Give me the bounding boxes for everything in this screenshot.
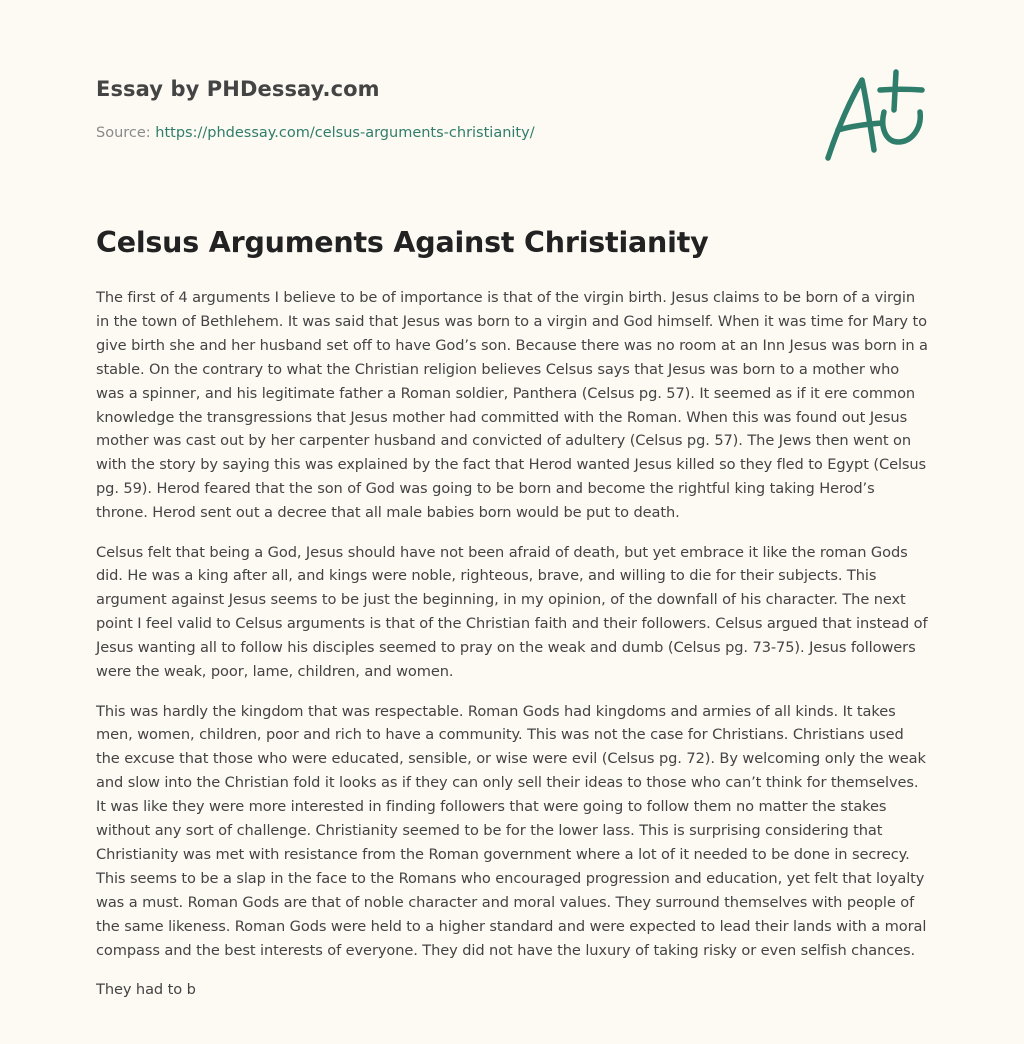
essay-paragraph: The first of 4 arguments I believe to be of importance is that of the virgin birth. Jesus claims to be born of a virgin in the town of Bethlehem. It was said that Jesus was born to a virgin and God himself. When it was time for Mary to give birth she and her husband set off to have God’s son. Because there was no room at an Inn Jesus was born in a stable. On the contrary to what the Christian religion believes Celsus says that Jesus was born to a mother who was a spinner, and his legitimate father a Roman soldier, Panthera (Celsus pg. 57). It seemed as if it ere common knowledge the transgressions that Jesus mother had committed with the Roman. When this was found out Jesus mother was cast out by her carpenter husband and convicted of adultery (Celsus pg. 57). The Jews then went on with the story by saying this was explained by the fact that Herod wanted Jesus killed so they fled to Egypt (Celsus pg. 59). Herod feared that the son of God was going to be born and become the rightful king taking Herod’s throne. Herod sent out a decree that all male babies born would be put to death. <box>96 289 928 522</box>
source-link[interactable]: https://phdessay.com/celsus-arguments-christianity/ <box>155 125 535 141</box>
source-label: Source: <box>96 125 151 141</box>
essay-paragraph: They had to b <box>96 980 196 998</box>
essay-paragraph: This was hardly the kingdom that was respectable. Roman Gods had kingdoms and armies of all kinds. It takes men, women, children, poor and rich to have a community. This was not the case for Christians. Christians used the excuse that those who were educated, sensible, or wise were evil (Celsus pg. 72). By welcoming only the weak and slow into the Christian fold it looks as if they can only sell their ideas to those who can’t think for themselves. It was like they were more interested in finding followers that were going to follow them no matter the stakes without any sort of challenge. Christianity seemed to be for the lower lass. This is surprising considering that Christianity was met with resistance from the Roman government where a lot of it needed to be done in secrecy. This seems to be a slap in the face to the Romans who encouraged progression and education, yet felt that loyalty was a must. Roman Gods are that of noble character and moral values. They surround themselves with people of the same likeness. Roman Gods were held to a higher standard and were expected to lead their lands with a moral compass and the best interests of everyone. They did not have the luxury of taking risky or even selfish chances. <box>96 702 927 959</box>
a-plus-grade-icon <box>822 68 928 166</box>
essay-body <box>96 286 930 1017</box>
source-line <box>96 125 535 141</box>
essay-paragraph: Celsus felt that being a God, Jesus should have not been afraid of death, but yet embrace it like the roman Gods did. He was a king after all, and kings were noble, righteous, brave, and willing to die for their subjects. This argument against Jesus seems to be just the beginning, in my opinion, of the downfall of his character. The next point I feel valid to Celsus arguments is that of the Christian faith and their followers. Celsus argued that instead of Jesus wanting all to follow his disciples seemed to pray on the weak and dumb (Celsus pg. 73-75). Jesus followers were the weak, poor, lame, children, and women. <box>96 543 928 681</box>
essay-title: Celsus Arguments Against Christianity <box>96 226 709 259</box>
site-brand: Essay by PHDessay.com <box>96 77 380 101</box>
